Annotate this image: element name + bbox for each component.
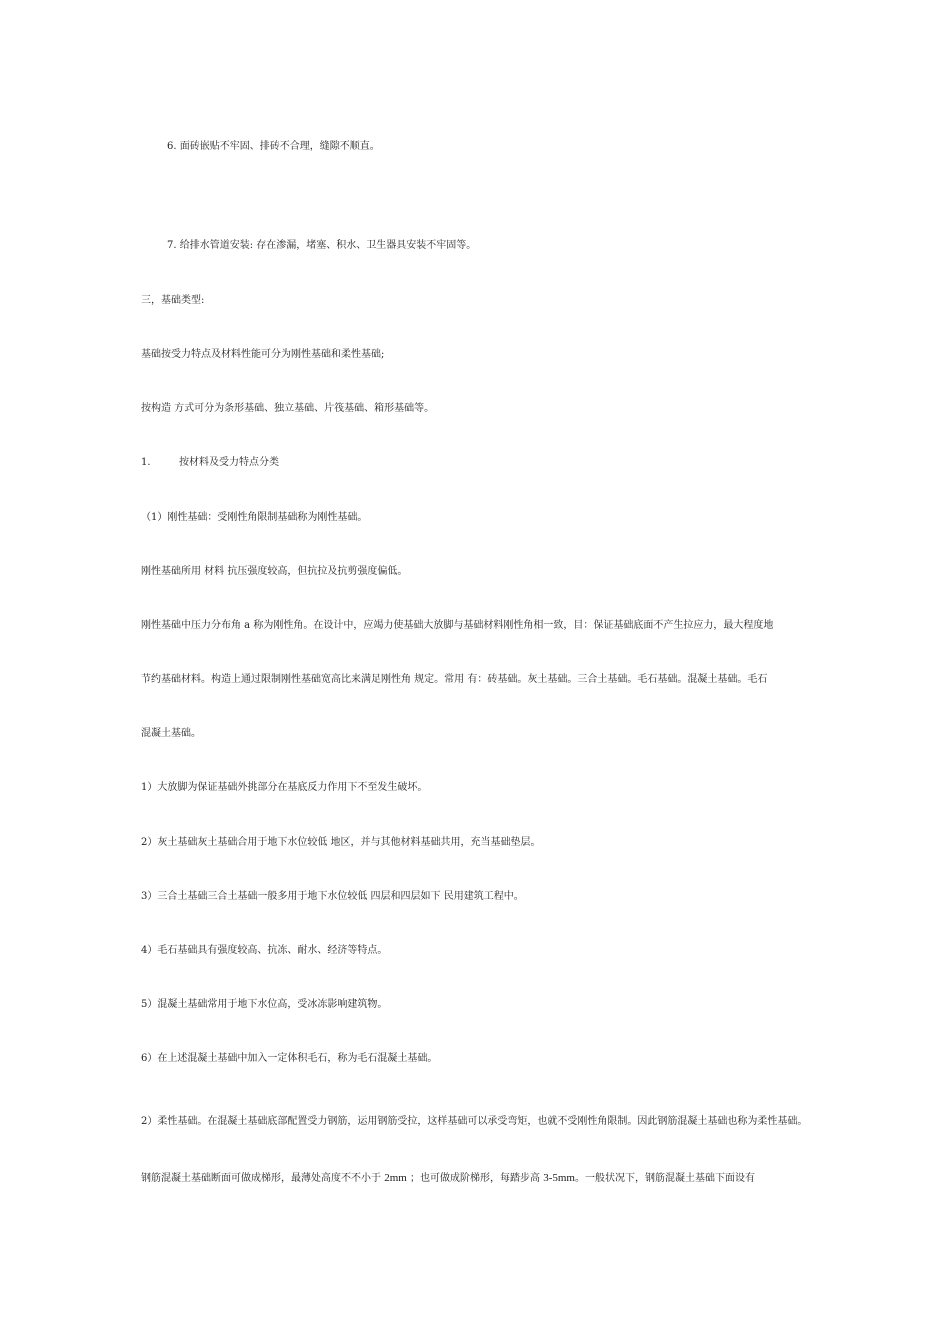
list-item-6: 6）在上述混凝土基础中加入一定体积毛石，称为毛石混凝土基础。 bbox=[141, 1053, 438, 1064]
list-item-2: 2）灰土基础灰土基础合用于地下水位较低 地区，并与其他材料基础共用，充当基础垫层。 bbox=[141, 837, 541, 848]
paragraph-flexible-foundation: 2）柔性基础。在混凝土基础底部配置受力钢筋，运用钢筋受拉，这样基础可以承受弯矩，也就不受刚性角限制。因此钢筋混凝土基础也称为柔性基础。 bbox=[141, 1116, 808, 1127]
list-item-5: 5）混凝土基础常用于地下水位高，受冰冻影响建筑物。 bbox=[141, 999, 388, 1010]
paragraph-rc-foundation-section bbox=[141, 1172, 813, 1185]
list-item-4: 4）毛石基础具有强度较高、抗冻、耐水、经济等特点。 bbox=[141, 945, 388, 956]
list-number: 1. bbox=[141, 457, 151, 468]
paragraph-classification-by-structure: 按构造 方式可分为条形基础、独立基础、片筏基础、箱形基础等。 bbox=[141, 403, 435, 414]
list-item-1: 1）大放脚为保证基础外挑部分在基底反力作用下不至发生破坏。 bbox=[141, 782, 428, 793]
numbered-heading-text: 按材料及受力特点分类 bbox=[179, 457, 279, 468]
paragraph-rigid-foundation: （1）刚性基础：受刚性角限制基础称为刚性基础。 bbox=[141, 512, 368, 523]
rc-text-part-2: ；也可做成阶梯形，每踏步高 bbox=[410, 1173, 540, 1184]
section-heading-foundation-types: 三，基础类型: bbox=[141, 295, 205, 306]
rc-value-min-height: 2mm bbox=[384, 1172, 407, 1184]
paragraph-defect-7: 7. 给排水管道安装: 存在渗漏，堵塞、积水、卫生器具安装不牢固等。 bbox=[167, 240, 477, 251]
paragraph-rigid-material: 刚性基础所用 材料 抗压强度较高，但抗拉及抗剪强度偏低。 bbox=[141, 566, 408, 577]
numbered-heading bbox=[141, 456, 813, 469]
paragraph-rigid-angle-line-1: 刚性基础中压力分布角 a 称为刚性角。在设计中，应竭力使基础大放脚与基础材料刚性角相一致，目：保证基础底面不产生拉应力，最大程度地 bbox=[141, 620, 774, 631]
paragraph-rigid-angle-line-3: 混凝土基础。 bbox=[141, 728, 201, 739]
list-item-3: 3）三合土基础三合土基础一般多用于地下水位较低 四层和四层如下 民用建筑工程中。 bbox=[141, 891, 524, 902]
paragraph-defect-6: 6. 面砖嵌贴不牢固、排砖不合理，缝隙不顺直。 bbox=[167, 141, 380, 152]
rc-text-part-1: 钢筋混凝土基础断面可做成梯形，最薄处高度不不小于 bbox=[141, 1173, 381, 1184]
paragraph-classification-by-force: 基础按受力特点及材料性能可分为刚性基础和柔性基础; bbox=[141, 349, 385, 360]
paragraph-rigid-angle-line-2: 节约基础材料。构造上通过限制刚性基础宽高比来满足刚性角 规定。常用 有：砖基础。灰土基础。三合土基础。毛石基础。混凝土基础。毛石 bbox=[141, 674, 768, 685]
rc-text-part-3: 。一般状况下，钢筋混凝土基础下面设有 bbox=[574, 1173, 755, 1184]
rc-value-step-height: 3-5mm bbox=[543, 1172, 575, 1184]
